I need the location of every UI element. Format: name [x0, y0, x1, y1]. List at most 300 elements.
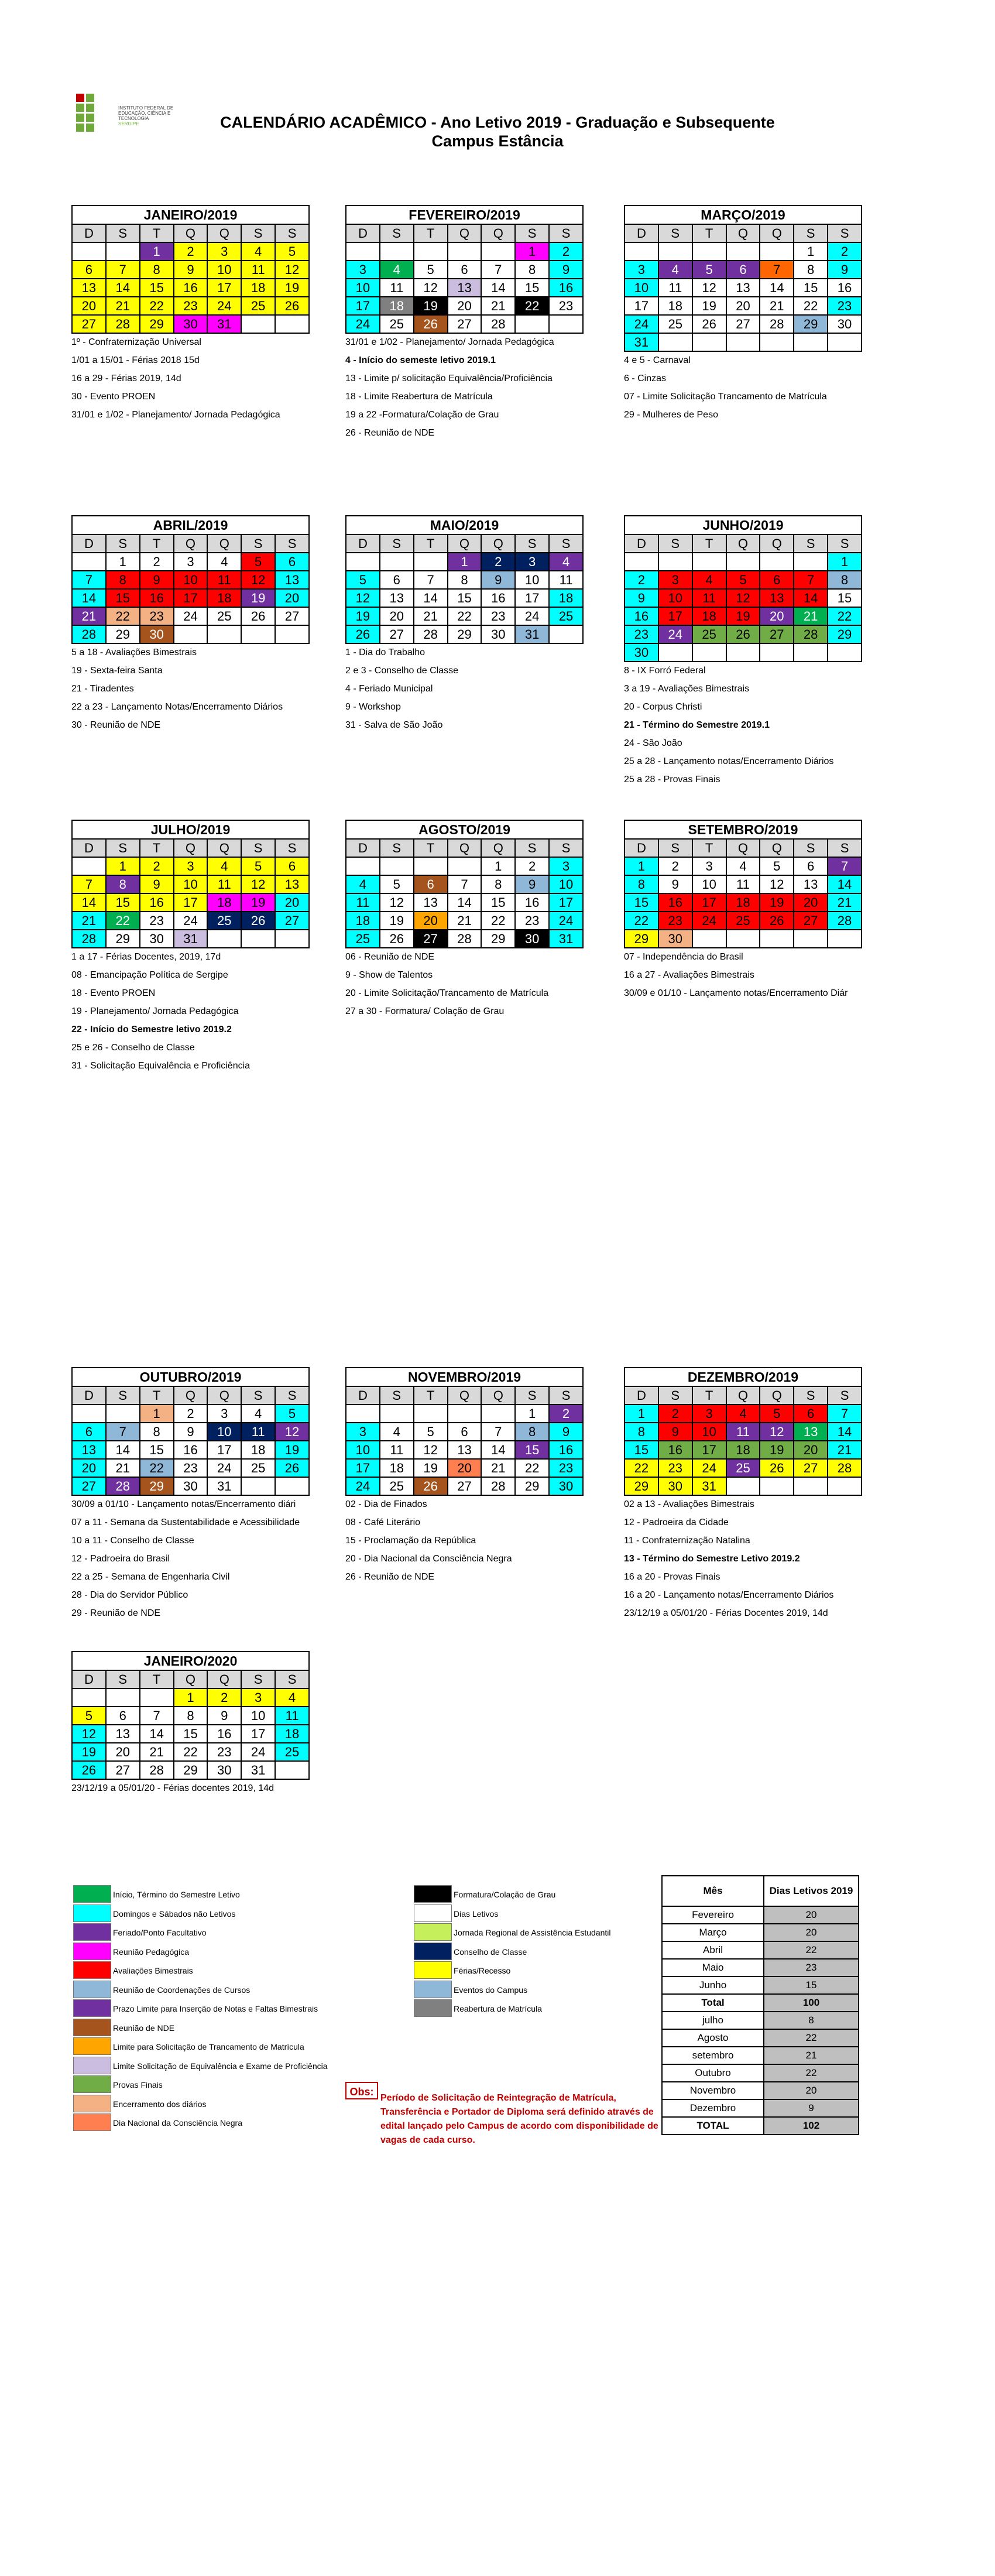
weekday-header: D: [72, 535, 106, 553]
day-cell: 9: [515, 875, 549, 893]
day-cell: 14: [481, 1441, 515, 1459]
weekday-header: Q: [760, 839, 794, 857]
day-cell: 15: [448, 589, 482, 607]
weekday-header: S: [241, 535, 275, 553]
empty-cell: [760, 1477, 794, 1495]
event-note: 19 - Planejamento/ Jornada Pedagógica: [71, 1006, 239, 1016]
school-days-count: 20: [764, 2082, 859, 2099]
weekday-header: S: [515, 535, 549, 553]
school-days-month: Março: [662, 1924, 764, 1941]
empty-cell: [414, 242, 448, 261]
weekday-header: S: [515, 1386, 549, 1405]
day-cell: 29: [106, 930, 140, 948]
month-calendar: [624, 1367, 862, 1496]
event-note: 9 - Workshop: [345, 702, 401, 712]
day-cell: 25: [658, 315, 692, 333]
day-cell: 26: [346, 625, 380, 643]
empty-cell: [207, 930, 241, 948]
day-cell: 16: [828, 279, 862, 297]
weekday-header: Q: [207, 1386, 241, 1405]
day-cell: 26: [692, 315, 726, 333]
day-cell: 18: [726, 893, 760, 912]
day-cell: 13: [414, 893, 448, 912]
day-cell: 25: [207, 607, 241, 625]
legend-swatch: [73, 1885, 111, 1903]
week-row: [625, 1477, 862, 1495]
day-cell: 5: [346, 571, 380, 589]
week-row: [72, 589, 309, 607]
empty-cell: [794, 1477, 828, 1495]
event-note: 19 a 22 -Formatura/Colação de Grau: [345, 410, 499, 420]
day-cell: 14: [481, 279, 515, 297]
day-cell: 4: [726, 1405, 760, 1423]
day-cell: 6: [72, 261, 106, 279]
weekday-header: S: [794, 535, 828, 553]
week-row: [346, 297, 583, 315]
event-note: 4 e 5 - Carnaval: [624, 355, 691, 365]
day-cell: 3: [625, 261, 658, 279]
day-cell: 22: [625, 1459, 658, 1477]
day-cell: 5: [414, 1423, 448, 1441]
day-cell: 22: [140, 297, 174, 315]
empty-cell: [346, 242, 380, 261]
day-cell: 26: [275, 297, 309, 315]
day-cell: 5: [760, 857, 794, 875]
legend-label: Domingos e Sábados não Letivos: [113, 1909, 236, 1919]
empty-cell: [414, 857, 448, 875]
day-cell: 20: [448, 297, 482, 315]
event-note: 21 - Término do Semestre 2019.1: [624, 720, 770, 730]
empty-cell: [658, 242, 692, 261]
weekday-header: Q: [448, 1386, 482, 1405]
legend-label: Dia Nacional da Consciência Negra: [113, 2118, 243, 2128]
empty-cell: [241, 1477, 275, 1495]
legend-swatch: [73, 1999, 111, 2017]
month-calendar: [71, 820, 310, 948]
month-calendar: [345, 1367, 584, 1496]
day-cell: 2: [625, 571, 658, 589]
school-days-month: TOTAL: [662, 2117, 764, 2135]
legend-label: Jornada Regional de Assistência Estudantil: [454, 1928, 611, 1937]
legend-label: Conselho de Classe: [454, 1947, 527, 1957]
day-cell: 31: [692, 1477, 726, 1495]
day-cell: 5: [380, 875, 414, 893]
weekday-header: D: [72, 1386, 106, 1405]
weekday-header: Q: [174, 224, 208, 242]
empty-cell: [828, 930, 862, 948]
month-notes: [624, 948, 848, 1002]
month-title: NOVEMBRO/2019: [345, 1367, 584, 1386]
day-cell: 23: [140, 607, 174, 625]
event-note: 16 a 20 - Provas Finais: [624, 1572, 720, 1582]
week-row: [72, 242, 309, 261]
day-cell: 28: [72, 625, 106, 643]
event-note: 1º - Confraternização Universal: [71, 337, 201, 347]
event-note: 12 - Padroeira da Cidade: [624, 1517, 729, 1527]
day-cell: 7: [828, 857, 862, 875]
day-cell: 7: [794, 571, 828, 589]
day-cell: 29: [625, 1477, 658, 1495]
day-cell: 14: [414, 589, 448, 607]
day-cell: 28: [448, 930, 482, 948]
week-row: [346, 875, 583, 893]
month-notes: [345, 948, 548, 1020]
day-cell: 18: [207, 893, 241, 912]
empty-cell: [658, 553, 692, 571]
day-cell: 1: [828, 553, 862, 571]
month-notes: [71, 948, 250, 1075]
day-cell: 15: [140, 1441, 174, 1459]
legend-swatch: [73, 2037, 111, 2055]
weekday-header: S: [794, 1386, 828, 1405]
day-cell: 10: [658, 589, 692, 607]
school-days-month: Junho: [662, 1976, 764, 1994]
empty-cell: [760, 930, 794, 948]
day-cell: 13: [794, 875, 828, 893]
day-cell: 28: [828, 1459, 862, 1477]
week-row: [625, 607, 862, 625]
day-cell: 18: [241, 1441, 275, 1459]
empty-cell: [794, 553, 828, 571]
day-cell: 21: [72, 607, 106, 625]
month-calendar: [624, 205, 862, 352]
day-cell: 12: [241, 571, 275, 589]
event-note: 07 - Limite Solicitação Trancamento de Matrícula: [624, 392, 827, 402]
day-cell: 13: [760, 589, 794, 607]
weekday-header: Q: [726, 839, 760, 857]
day-cell: 27: [275, 912, 309, 930]
day-cell: 8: [515, 261, 549, 279]
month-calendar: [345, 515, 584, 644]
event-note: 9 - Show de Talentos: [345, 970, 433, 980]
day-cell: 30: [140, 625, 174, 643]
empty-cell: [726, 553, 760, 571]
weekday-header: S: [106, 224, 140, 242]
day-cell: 6: [380, 571, 414, 589]
day-cell: 28: [481, 315, 515, 333]
day-cell: 30: [625, 643, 658, 662]
day-cell: 1: [448, 553, 482, 571]
empty-cell: [414, 1405, 448, 1423]
day-cell: 1: [106, 857, 140, 875]
day-cell: 31: [207, 1477, 241, 1495]
empty-cell: [414, 553, 448, 571]
day-cell: 22: [625, 912, 658, 930]
day-cell: 20: [275, 893, 309, 912]
day-cell: 18: [658, 297, 692, 315]
day-cell: 11: [726, 1423, 760, 1441]
day-cell: 9: [828, 261, 862, 279]
school-days-month: Total: [662, 1994, 764, 2012]
day-cell: 14: [72, 589, 106, 607]
weekday-header: T: [140, 535, 174, 553]
day-cell: 8: [625, 875, 658, 893]
day-cell: 16: [481, 589, 515, 607]
legend-swatch: [414, 1904, 452, 1922]
empty-cell: [726, 930, 760, 948]
event-note: 28 - Dia do Servidor Público: [71, 1590, 188, 1600]
weekday-header: T: [414, 535, 448, 553]
month-title: JUNHO/2019: [624, 515, 862, 534]
day-cell: 8: [106, 875, 140, 893]
empty-cell: [692, 553, 726, 571]
empty-cell: [726, 242, 760, 261]
day-cell: 15: [106, 589, 140, 607]
weekday-header: T: [140, 1670, 174, 1688]
week-row: [625, 930, 862, 948]
school-days-count: 22: [764, 2064, 859, 2082]
day-cell: 19: [275, 1441, 309, 1459]
day-cell: 1: [140, 242, 174, 261]
day-cell: 31: [625, 333, 658, 351]
event-note: 10 a 11 - Conselho de Classe: [71, 1536, 194, 1546]
day-cell: 12: [72, 1725, 106, 1743]
weekday-header: S: [658, 1386, 692, 1405]
school-days-row: [662, 2047, 859, 2064]
day-cell: 31: [207, 315, 241, 333]
day-cell: 29: [106, 625, 140, 643]
day-cell: 14: [106, 279, 140, 297]
day-cell: 2: [658, 857, 692, 875]
day-cell: 23: [828, 297, 862, 315]
day-cell: 28: [414, 625, 448, 643]
empty-cell: [726, 333, 760, 351]
day-cell: 21: [481, 297, 515, 315]
school-days-month: julho: [662, 2012, 764, 2029]
day-cell: 18: [726, 1441, 760, 1459]
day-cell: 19: [275, 279, 309, 297]
day-cell: 27: [72, 315, 106, 333]
month-notes: [624, 1495, 833, 1622]
empty-cell: [72, 1688, 106, 1707]
month-title: DEZEMBRO/2019: [624, 1367, 862, 1386]
day-cell: 6: [414, 875, 448, 893]
legend-swatch: [414, 1923, 452, 1941]
day-cell: 22: [106, 912, 140, 930]
week-row: [346, 1459, 583, 1477]
day-cell: 17: [174, 893, 208, 912]
day-cell: 2: [174, 1405, 208, 1423]
day-cell: 14: [140, 1725, 174, 1743]
day-cell: 28: [106, 315, 140, 333]
day-cell: 20: [760, 607, 794, 625]
day-cell: 30: [174, 1477, 208, 1495]
day-cell: 26: [72, 1761, 106, 1779]
day-cell: 19: [414, 297, 448, 315]
day-cell: 16: [140, 893, 174, 912]
school-days-count: 20: [764, 1906, 859, 1924]
day-cell: 11: [726, 875, 760, 893]
week-row: [625, 643, 862, 662]
weekday-header: Q: [760, 535, 794, 553]
week-row: [346, 930, 583, 948]
day-cell: 6: [448, 261, 482, 279]
event-note: 20 - Corpus Christi: [624, 702, 702, 712]
week-row: [72, 875, 309, 893]
day-cell: 3: [658, 571, 692, 589]
day-cell: 13: [275, 571, 309, 589]
day-cell: 9: [174, 261, 208, 279]
day-cell: 23: [625, 625, 658, 643]
day-cell: 21: [760, 297, 794, 315]
day-cell: 20: [726, 297, 760, 315]
day-cell: 27: [106, 1761, 140, 1779]
school-days-count: 23: [764, 1959, 859, 1976]
day-cell: 24: [692, 1459, 726, 1477]
day-cell: 12: [760, 875, 794, 893]
day-cell: 14: [828, 1423, 862, 1441]
day-cell: 19: [380, 912, 414, 930]
weekday-header: S: [549, 1386, 583, 1405]
legend-swatch: [414, 1943, 452, 1960]
empty-cell: [481, 1405, 515, 1423]
day-cell: 25: [207, 912, 241, 930]
day-cell: 12: [380, 893, 414, 912]
day-cell: 13: [448, 279, 482, 297]
day-cell: 7: [72, 571, 106, 589]
day-cell: 15: [625, 1441, 658, 1459]
day-cell: 24: [207, 1459, 241, 1477]
weekday-header: T: [692, 839, 726, 857]
day-cell: 20: [72, 1459, 106, 1477]
day-cell: 26: [380, 930, 414, 948]
event-note: 08 - Café Literário: [345, 1517, 421, 1527]
legend-swatch: [73, 2057, 111, 2074]
weekday-header: T: [692, 1386, 726, 1405]
event-note: 29 - Mulheres de Peso: [624, 410, 718, 420]
event-note: 25 a 28 - Provas Finais: [624, 775, 720, 785]
day-cell: 8: [625, 1423, 658, 1441]
empty-cell: [658, 643, 692, 662]
weekday-header: Q: [174, 1386, 208, 1405]
empty-cell: [106, 242, 140, 261]
school-days-row: [662, 1941, 859, 1959]
day-cell: 10: [549, 875, 583, 893]
day-cell: 21: [140, 1743, 174, 1761]
event-note: 30 - Reunião de NDE: [71, 720, 161, 730]
week-row: [625, 261, 862, 279]
event-note: 19 - Sexta-feira Santa: [71, 666, 163, 676]
empty-cell: [726, 643, 760, 662]
school-days-row: [662, 1976, 859, 1994]
school-days-month: setembro: [662, 2047, 764, 2064]
day-cell: 21: [106, 297, 140, 315]
day-cell: 30: [207, 1761, 241, 1779]
event-note: 30/09 a 01/10 - Lançamento notas/Encerramento diári: [71, 1499, 296, 1509]
day-cell: 22: [828, 607, 862, 625]
day-cell: 16: [549, 1441, 583, 1459]
month-title: MARÇO/2019: [624, 205, 862, 224]
legend-label: Reabertura de Matrícula: [454, 2004, 542, 2013]
empty-cell: [380, 553, 414, 571]
day-cell: 24: [174, 912, 208, 930]
day-cell: 14: [794, 589, 828, 607]
day-cell: 10: [692, 1423, 726, 1441]
day-cell: 20: [106, 1743, 140, 1761]
event-note: 26 - Reunião de NDE: [345, 1572, 435, 1582]
week-row: [346, 242, 583, 261]
week-row: [625, 571, 862, 589]
day-cell: 8: [106, 571, 140, 589]
empty-cell: [625, 242, 658, 261]
day-cell: 25: [380, 1477, 414, 1495]
day-cell: 7: [72, 875, 106, 893]
day-cell: 25: [241, 1459, 275, 1477]
logo-block: [86, 104, 94, 112]
weekday-header: Q: [726, 535, 760, 553]
month-title: MAIO/2019: [345, 515, 584, 534]
day-cell: 24: [658, 625, 692, 643]
day-cell: 21: [72, 912, 106, 930]
legend-label: Início, Término do Semestre Letivo: [113, 1890, 240, 1899]
day-cell: 26: [726, 625, 760, 643]
day-cell: 14: [448, 893, 482, 912]
school-days-count: 100: [764, 1994, 859, 2012]
weekday-header: S: [275, 1670, 309, 1688]
event-note: 1/01 a 15/01 - Férias 2018 15d: [71, 355, 200, 365]
week-row: [625, 553, 862, 571]
legend-label: Dias Letivos: [454, 1909, 499, 1919]
day-cell: 5: [72, 1707, 106, 1725]
legend-swatch: [414, 1981, 452, 1998]
day-cell: 9: [140, 571, 174, 589]
day-cell: 22: [140, 1459, 174, 1477]
day-cell: 15: [515, 1441, 549, 1459]
day-cell: 21: [106, 1459, 140, 1477]
empty-cell: [72, 242, 106, 261]
empty-cell: [241, 625, 275, 643]
day-cell: 12: [241, 875, 275, 893]
school-days-count: 9: [764, 2099, 859, 2117]
month-title: JANEIRO/2019: [71, 205, 310, 224]
event-note: 16 a 20 - Lançamento notas/Encerramento Diários: [624, 1590, 834, 1600]
day-cell: 8: [448, 571, 482, 589]
day-cell: 31: [241, 1761, 275, 1779]
day-cell: 1: [625, 857, 658, 875]
day-cell: 17: [346, 1459, 380, 1477]
empty-cell: [106, 1405, 140, 1423]
day-cell: 2: [140, 857, 174, 875]
day-cell: 16: [515, 893, 549, 912]
weekday-header: Q: [207, 224, 241, 242]
day-cell: 8: [174, 1707, 208, 1725]
weekday-header: S: [275, 224, 309, 242]
weekday-header: D: [346, 535, 380, 553]
weekday-header: S: [658, 839, 692, 857]
weekday-header: Q: [726, 1386, 760, 1405]
week-row: [346, 1405, 583, 1423]
day-cell: 10: [207, 1423, 241, 1441]
school-days-month: Novembro: [662, 2082, 764, 2099]
event-note: 22 - Início do Semestre letivo 2019.2: [71, 1025, 232, 1034]
day-cell: 29: [625, 930, 658, 948]
weekday-header: S: [106, 1670, 140, 1688]
week-row: [625, 875, 862, 893]
empty-cell: [346, 1405, 380, 1423]
day-cell: 28: [106, 1477, 140, 1495]
day-cell: 7: [414, 571, 448, 589]
day-cell: 1: [515, 1405, 549, 1423]
day-cell: 25: [692, 625, 726, 643]
day-cell: 4: [658, 261, 692, 279]
empty-cell: [760, 242, 794, 261]
day-cell: 1: [481, 857, 515, 875]
day-cell: 12: [760, 1423, 794, 1441]
school-days-row: [662, 2082, 859, 2099]
weekday-header: S: [380, 1386, 414, 1405]
day-cell: 18: [275, 1725, 309, 1743]
day-cell: 7: [828, 1405, 862, 1423]
